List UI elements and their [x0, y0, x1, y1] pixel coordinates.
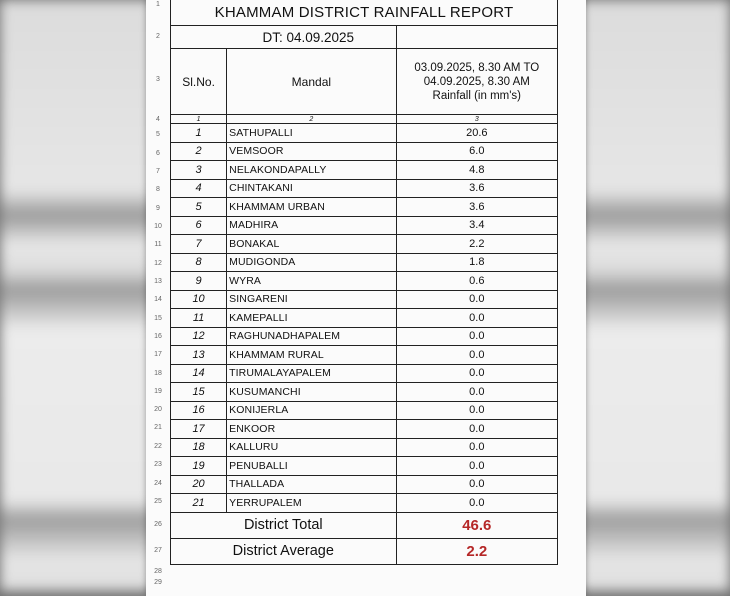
row-sl-no: 4 [171, 179, 227, 198]
row-number: 10 [154, 223, 162, 230]
row-sl-no: 20 [171, 475, 227, 494]
row-number: 24 [154, 480, 162, 487]
district-total-row [171, 512, 558, 538]
table-row [171, 401, 558, 420]
column-index-row [171, 115, 558, 124]
table-row [171, 124, 558, 143]
row-sl-no: 14 [171, 364, 227, 383]
row-mandal: KUSUMANCHI [227, 383, 396, 402]
table-row [171, 327, 558, 346]
table-row [171, 272, 558, 291]
row-sl-no: 19 [171, 457, 227, 476]
row-rainfall: 2.2 [396, 235, 557, 254]
date-blank-cell [396, 26, 557, 49]
row-sl-no: 15 [171, 383, 227, 402]
row-sl-no: 3 [171, 161, 227, 180]
row-number: 4 [156, 116, 160, 123]
header-sl-no: Sl.No. [171, 49, 227, 115]
row-rainfall: 1.8 [396, 253, 557, 272]
row-number: 19 [154, 388, 162, 395]
table-row [171, 216, 558, 235]
row-rainfall: 3.6 [396, 179, 557, 198]
row-rainfall: 0.0 [396, 346, 557, 365]
row-number: 25 [154, 498, 162, 505]
column-index-2: 2 [227, 115, 396, 124]
row-sl-no: 16 [171, 401, 227, 420]
row-rainfall: 0.0 [396, 475, 557, 494]
rainfall-table [170, 0, 558, 565]
table-row [171, 198, 558, 217]
row-rainfall: 0.0 [396, 290, 557, 309]
row-number: 22 [154, 443, 162, 450]
row-number: 20 [154, 406, 162, 413]
table-row [171, 420, 558, 439]
row-rainfall: 3.6 [396, 198, 557, 217]
row-sl-no: 21 [171, 494, 227, 513]
table-row [171, 383, 558, 402]
row-number: 2 [156, 33, 160, 40]
table-row [171, 475, 558, 494]
header-rainfall [396, 49, 557, 115]
row-number: 29 [154, 579, 162, 586]
district-total-label: District Total [171, 512, 397, 538]
report-date: DT: 04.09.2025 [171, 26, 397, 49]
row-rainfall: 0.0 [396, 438, 557, 457]
row-number: 18 [154, 370, 162, 377]
row-rainfall: 6.0 [396, 142, 557, 161]
row-mandal: SINGARENI [227, 290, 396, 309]
row-mandal: KONIJERLA [227, 401, 396, 420]
row-sl-no: 13 [171, 346, 227, 365]
table-row [171, 142, 558, 161]
table-row [171, 438, 558, 457]
row-number: 23 [154, 461, 162, 468]
row-sl-no: 9 [171, 272, 227, 291]
header-rainfall-line2: 04.09.2025, 8.30 AM [423, 75, 530, 88]
row-number: 26 [154, 521, 162, 528]
row-number: 1 [156, 1, 160, 8]
district-average-label: District Average [171, 538, 397, 564]
row-number: 7 [156, 168, 160, 175]
district-average-row [171, 538, 558, 564]
report-title: KHAMMAM DISTRICT RAINFALL REPORT [171, 0, 558, 26]
row-sl-no: 5 [171, 198, 227, 217]
row-rainfall: 0.0 [396, 457, 557, 476]
row-sl-no: 7 [171, 235, 227, 254]
table-row [171, 235, 558, 254]
header-rainfall-line1: 03.09.2025, 8.30 AM TO [414, 61, 540, 74]
row-number: 9 [156, 205, 160, 212]
table-row [171, 309, 558, 328]
row-sl-no: 1 [171, 124, 227, 143]
row-rainfall: 0.0 [396, 364, 557, 383]
row-rainfall: 0.0 [396, 327, 557, 346]
row-mandal: CHINTAKANI [227, 179, 396, 198]
row-mandal: RAGHUNADHAPALEM [227, 327, 396, 346]
table-row [171, 179, 558, 198]
row-mandal: KHAMMAM RURAL [227, 346, 396, 365]
row-number: 14 [154, 296, 162, 303]
row-mandal: THALLADA [227, 475, 396, 494]
row-mandal: KALLURU [227, 438, 396, 457]
row-sl-no: 2 [171, 142, 227, 161]
row-number: 12 [154, 260, 162, 267]
row-rainfall: 3.4 [396, 216, 557, 235]
district-total-value: 46.6 [396, 512, 557, 538]
row-number-gutter [146, 0, 170, 596]
row-mandal: ENKOOR [227, 420, 396, 439]
row-sl-no: 10 [171, 290, 227, 309]
row-rainfall: 0.0 [396, 494, 557, 513]
row-number: 16 [154, 333, 162, 340]
row-mandal: PENUBALLI [227, 457, 396, 476]
row-sl-no: 17 [171, 420, 227, 439]
district-average-value: 2.2 [396, 538, 557, 564]
column-index-3: 3 [396, 115, 557, 124]
table-row [171, 364, 558, 383]
row-mandal: KHAMMAM URBAN [227, 198, 396, 217]
row-rainfall: 0.0 [396, 401, 557, 420]
header-rainfall-line3: Rainfall (in mm's) [432, 89, 522, 102]
row-mandal: NELAKONDAPALLY [227, 161, 396, 180]
row-mandal: MADHIRA [227, 216, 396, 235]
row-rainfall: 0.0 [396, 383, 557, 402]
row-sl-no: 8 [171, 253, 227, 272]
row-mandal: TIRUMALAYAPALEM [227, 364, 396, 383]
title-row [171, 0, 558, 26]
table-row [171, 253, 558, 272]
table-row [171, 290, 558, 309]
row-rainfall: 4.8 [396, 161, 557, 180]
table-row [171, 161, 558, 180]
row-sl-no: 6 [171, 216, 227, 235]
table-row [171, 494, 558, 513]
row-sl-no: 11 [171, 309, 227, 328]
row-mandal: WYRA [227, 272, 396, 291]
table-row [171, 346, 558, 365]
header-mandal: Mandal [227, 49, 396, 115]
row-mandal: YERRUPALEM [227, 494, 396, 513]
row-number: 28 [154, 568, 162, 575]
row-rainfall: 20.6 [396, 124, 557, 143]
row-mandal: KAMEPALLI [227, 309, 396, 328]
row-number: 5 [156, 131, 160, 138]
table-row [171, 457, 558, 476]
row-number: 6 [156, 150, 160, 157]
row-number: 8 [156, 186, 160, 193]
row-mandal: VEMSOOR [227, 142, 396, 161]
row-rainfall: 0.0 [396, 309, 557, 328]
date-row [171, 26, 558, 49]
row-number: 17 [154, 351, 162, 358]
row-sl-no: 12 [171, 327, 227, 346]
row-number: 3 [156, 76, 160, 83]
row-number: 13 [154, 278, 162, 285]
row-number: 21 [154, 424, 162, 431]
row-mandal: MUDIGONDA [227, 253, 396, 272]
row-number: 15 [154, 315, 162, 322]
row-sl-no: 18 [171, 438, 227, 457]
row-rainfall: 0.0 [396, 420, 557, 439]
header-row [171, 49, 558, 115]
column-index-1: 1 [171, 115, 227, 124]
row-number: 11 [154, 241, 162, 248]
row-mandal: SATHUPALLI [227, 124, 396, 143]
row-number: 27 [154, 547, 162, 554]
row-rainfall: 0.6 [396, 272, 557, 291]
row-mandal: BONAKAL [227, 235, 396, 254]
